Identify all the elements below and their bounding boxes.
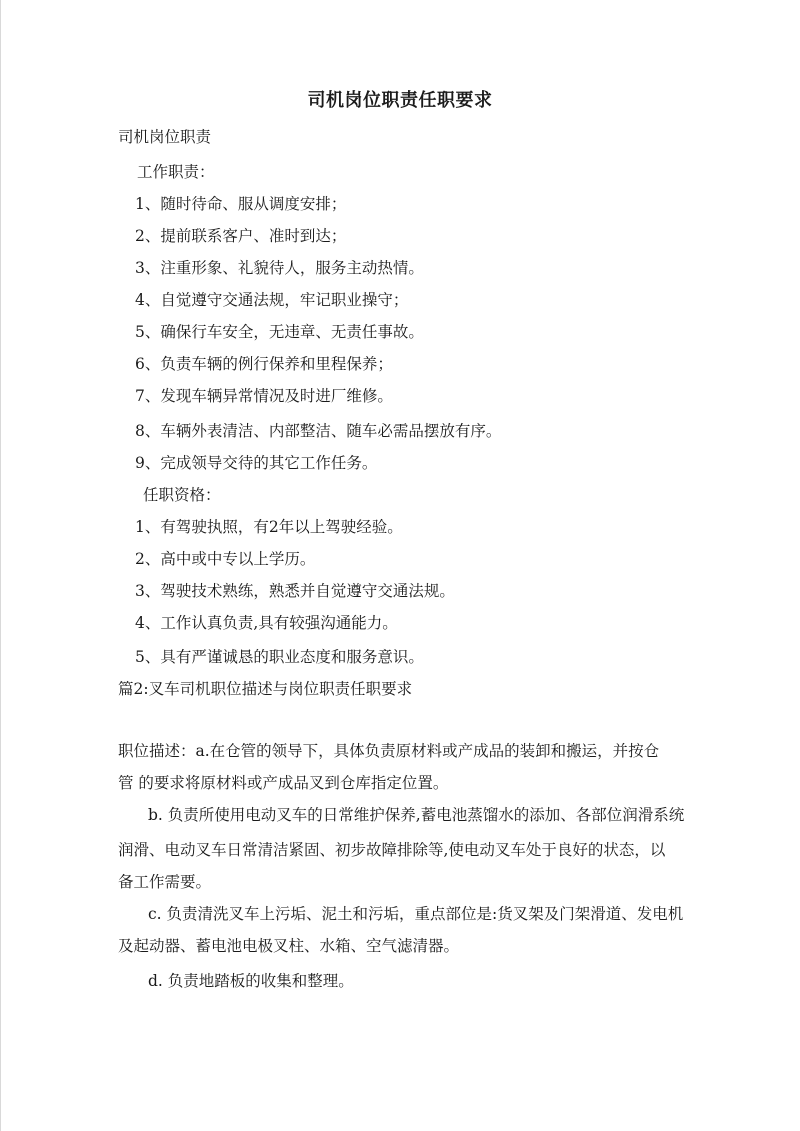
description-line: 润滑、电动叉车日常清洁紧固、初步故障排除等,使电动叉车处于良好的状态，以 xyxy=(118,841,666,859)
duty-item: 9、完成领导交待的其它工作任务。 xyxy=(135,454,378,472)
description-line: 及起动器、蓄电池电极叉柱、水箱、空气滤清器。 xyxy=(118,937,460,955)
duty-item: 4、自觉遵守交通法规，牢记职业操守； xyxy=(135,291,409,309)
section2-heading: 篇2:叉车司机职位描述与岗位职责任职要求 xyxy=(118,680,413,698)
duty-item: 2、提前联系客户、准时到达； xyxy=(135,227,347,245)
description-line: b. 负责所使用电动叉车的日常维护保养,蓄电池蒸馏水的添加、各部位润滑系统 xyxy=(148,806,685,824)
duty-item: 3、注重形象、礼貌待人，服务主动热情。 xyxy=(135,259,424,277)
duty-item: 8、车辆外表清洁、内部整洁、随车必需品摆放有序。 xyxy=(135,422,502,440)
duty-item: 7、发现车辆异常情况及时进厂维修。 xyxy=(135,387,393,405)
duty-item: 6、负责车辆的例行保养和里程保养； xyxy=(135,355,393,373)
section1-heading: 司机岗位职责 xyxy=(118,128,212,146)
description-line: 备工作需要。 xyxy=(118,873,212,891)
qualification-item: 4、工作认真负责,具有较强沟通能力。 xyxy=(135,614,398,632)
qualifications-heading: 任职资格： xyxy=(143,486,221,504)
page-left-edge xyxy=(0,0,1,1131)
description-line: c. 负责清洗叉车上污垢、泥土和污垢，重点部位是:货叉架及门架滑道、发电机 xyxy=(148,905,684,923)
duty-item: 1、随时待命、服从调度安排； xyxy=(135,195,347,213)
duties-heading: 工作职责： xyxy=(137,163,215,181)
qualification-item: 5、具有严谨诚恳的职业态度和服务意识。 xyxy=(135,648,424,666)
description-line: 职位描述：a.在仓管的领导下，具体负责原材料或产成品的装卸和搬运，并按仓 xyxy=(118,742,660,760)
description-line: d. 负责地踏板的收集和整理。 xyxy=(148,972,354,990)
qualification-item: 3、驾驶技术熟练，熟悉并自觉遵守交通法规。 xyxy=(135,582,455,600)
duty-item: 5、确保行车安全，无违章、无责任事故。 xyxy=(135,323,424,341)
document-title: 司机岗位职责任职要求 xyxy=(307,90,493,111)
qualification-item: 2、高中或中专以上学历。 xyxy=(135,550,316,568)
description-line: 管 的要求将原材料或产成品叉到仓库指定位置。 xyxy=(118,774,449,792)
qualification-item: 1、有驾驶执照，有2年以上驾驶经验。 xyxy=(135,518,403,536)
